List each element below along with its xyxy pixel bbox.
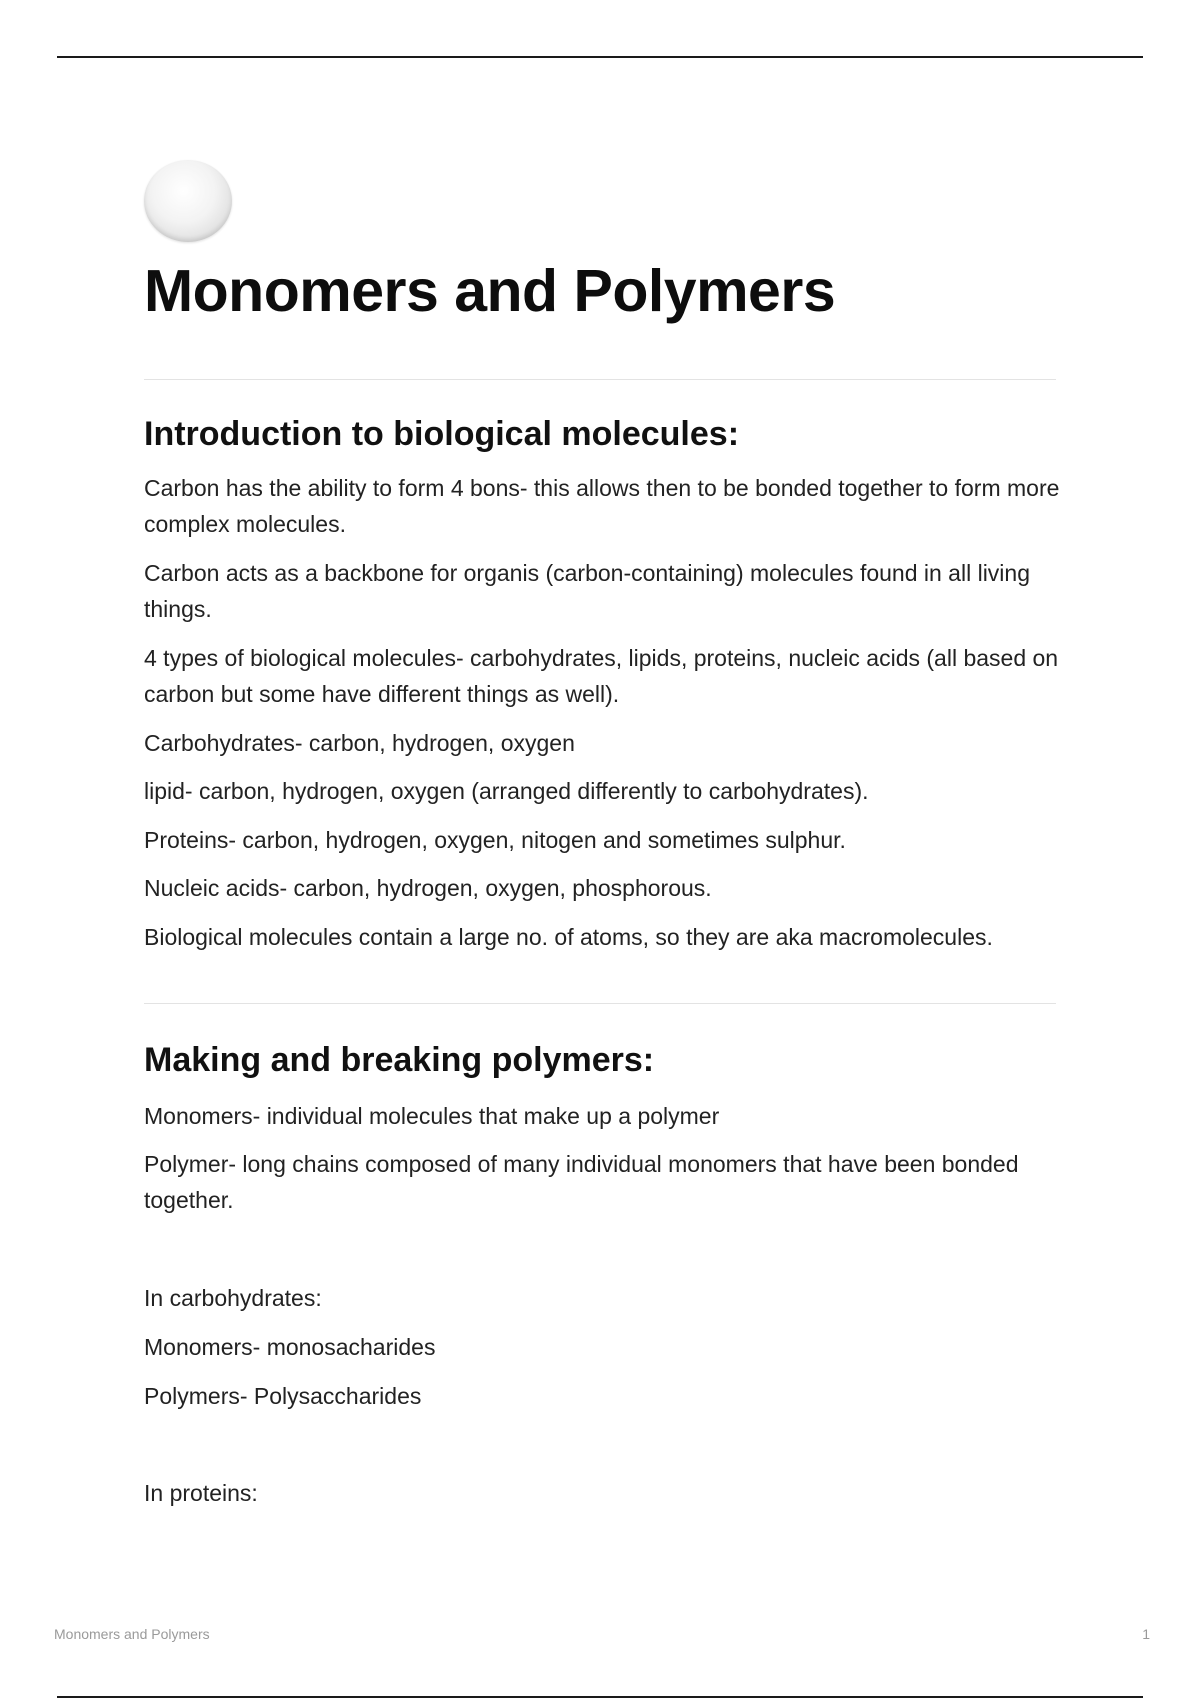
paragraph: Polymers- Polysaccharides [144,1383,422,1409]
paragraph: Polymer- long chains composed of many individual monomers that have been bonded together. [144,1151,1019,1213]
circle-icon [144,160,232,242]
footer-document-title: Monomers and Polymers [54,1626,210,1642]
section-heading-introduction: Introduction to biological molecules: [144,415,740,453]
top-page-rule [57,56,1143,58]
bottom-page-rule [57,1696,1143,1698]
section-heading-polymers: Making and breaking polymers: [144,1041,655,1079]
section-divider [144,379,1056,380]
paragraph: Monomers- individual molecules that make up a polymer [144,1103,720,1129]
footer-page-number: 1 [1142,1626,1150,1642]
page-title: Monomers and Polymers [144,258,836,324]
paragraph: Carbohydrates- carbon, hydrogen, oxygen [144,730,575,756]
paragraph: Carbon has the ability to form 4 bons- this allows then to be bonded together to form more complex molecules. [144,475,1060,537]
paragraph: lipid- carbon, hydrogen, oxygen (arranged differently to carbohydrates). [144,778,869,804]
paragraph: In proteins: [144,1480,258,1506]
paragraph: Proteins- carbon, hydrogen, oxygen, nitogen and sometimes sulphur. [144,827,846,853]
paragraph: In carbohydrates: [144,1285,322,1311]
paragraph: Monomers- monosacharides [144,1334,436,1360]
section-divider [144,1003,1056,1004]
paragraph: Biological molecules contain a large no. of atoms, so they are aka macromolecules. [144,924,993,950]
paragraph: 4 types of biological molecules- carbohydrates, lipids, proteins, nucleic acids (all based on carbon but some have different things as well). [144,645,1059,707]
paragraph: Nucleic acids- carbon, hydrogen, oxygen, phosphorous. [144,875,712,901]
paragraph: Carbon acts as a backbone for organis (carbon-containing) molecules found in all living things. [144,560,1030,622]
